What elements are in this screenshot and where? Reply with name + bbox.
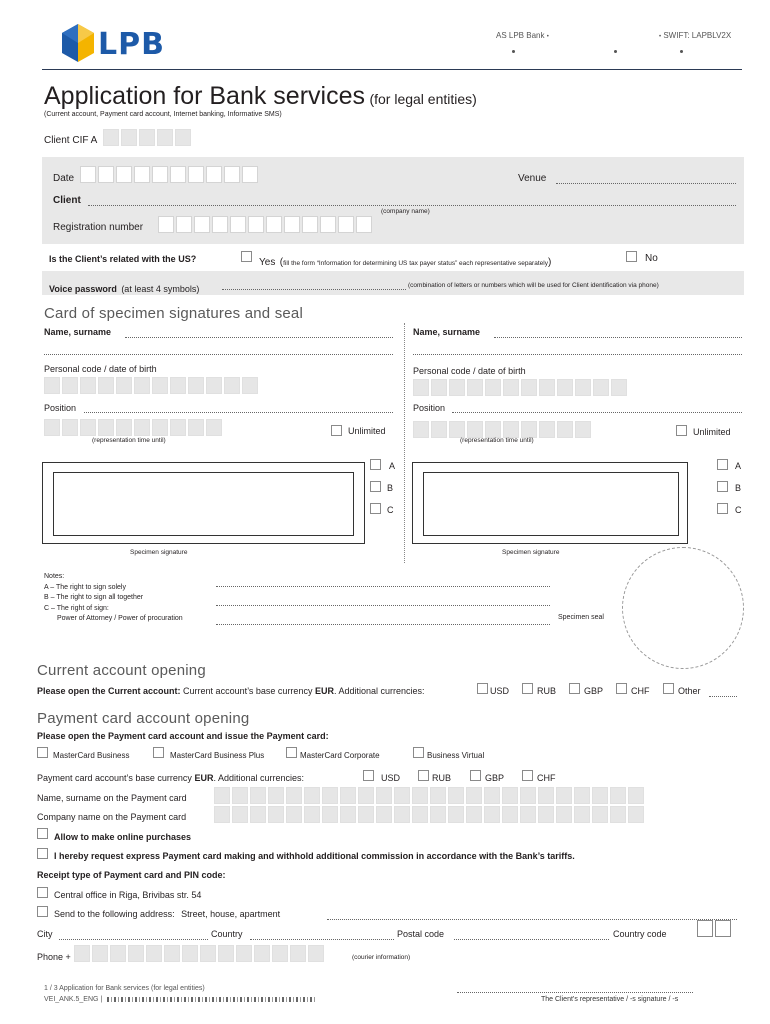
online-purchases-label: Allow to make online purchases (54, 832, 192, 842)
express-label: I hereby request express Payment card making and withhold additional commission in accordance with the Bank’s tariffs. (54, 851, 575, 861)
us-no-label: No (645, 253, 658, 264)
specimen-signature-label: Specimen signature (502, 549, 560, 556)
courier-info-hint: (courier information) (352, 954, 411, 961)
venue-label: Venue (518, 173, 547, 184)
pc-rub-checkbox[interactable] (418, 770, 429, 781)
header-dot (512, 50, 515, 53)
notes-line-1[interactable] (216, 586, 550, 587)
representation-cells-1[interactable] (44, 419, 222, 436)
ca-usd-checkbox[interactable] (477, 683, 488, 694)
representation-hint: (representation time until) (92, 437, 166, 444)
right-b-checkbox-2[interactable] (717, 481, 728, 492)
right-c-label: C (735, 505, 742, 515)
bank-name: AS LPB Bank • (496, 31, 549, 40)
registration-number-label: Registration number (53, 222, 144, 233)
name-on-card-label: Name, surname on the Payment card (37, 793, 187, 803)
pc-base-currency: Payment card account’s base currency EUR. Additional currencies: (37, 773, 305, 783)
unlimited-checkbox-2[interactable] (676, 425, 687, 436)
name-surname-label: Name, surname (413, 327, 481, 337)
country-code-cells[interactable] (697, 920, 731, 937)
company-on-card-cells[interactable] (214, 806, 644, 823)
right-a-label: A (735, 461, 742, 471)
client-signature-line[interactable] (457, 992, 693, 993)
venue-input[interactable] (556, 183, 736, 184)
footer-page-info: 1 / 3 Application for Bank services (for legal entities) (44, 985, 205, 992)
send-address-label: Send to the following address: Street, house, apartment (54, 909, 281, 919)
ca-other-label: Other (678, 686, 701, 696)
representation-hint: (representation time until) (460, 437, 534, 444)
online-purchases-checkbox[interactable] (37, 828, 48, 839)
client-signature-label: The Client’s representative / -s signature / -s (541, 996, 679, 1003)
specimen-signature-label: Specimen signature (130, 549, 188, 556)
central-office-checkbox[interactable] (37, 887, 48, 898)
address-input[interactable] (327, 919, 737, 920)
current-account-heading: Current account opening (37, 662, 206, 679)
card-mc-business-plus-label: MasterCard Business Plus (170, 751, 265, 760)
name-on-card-cells[interactable] (214, 787, 644, 804)
card-business-virtual-label: Business Virtual (427, 751, 485, 760)
client-cif-cells[interactable] (103, 129, 191, 146)
ca-other-input[interactable] (709, 696, 737, 697)
signatures-divider (404, 323, 405, 563)
header-dot (680, 50, 683, 53)
ca-rub-checkbox[interactable] (522, 683, 533, 694)
unlimited-label: Unlimited (693, 427, 731, 437)
pc-chf-checkbox[interactable] (522, 770, 533, 781)
personal-code-label: Personal code / date of birth (413, 366, 526, 376)
position-label: Position (413, 403, 446, 413)
personal-code-cells-1[interactable] (44, 377, 258, 394)
seal-circle[interactable] (622, 547, 744, 669)
card-mc-business-label: MasterCard Business (53, 751, 130, 760)
country-code-label: Country code (613, 929, 667, 939)
name-surname-input-2b[interactable] (413, 354, 742, 355)
us-yes-option: Yes (fill the form “Information for determining US tax payer status” each representative separately) (259, 257, 552, 268)
registration-number-cells[interactable] (158, 216, 372, 233)
logo (62, 24, 192, 62)
ca-other-checkbox[interactable] (663, 683, 674, 694)
pc-gbp-checkbox[interactable] (470, 770, 481, 781)
payment-card-heading: Payment card account opening (37, 710, 250, 727)
name-surname-input-1b[interactable] (44, 354, 393, 355)
us-question: Is the Client’s related with the US? (49, 254, 197, 264)
logo-mark-icon (62, 24, 98, 62)
city-label: City (37, 929, 53, 939)
ca-gbp-label: GBP (584, 686, 604, 696)
notes-line-3[interactable] (216, 624, 550, 625)
phone-cells[interactable] (74, 945, 324, 962)
unlimited-checkbox-1[interactable] (331, 425, 342, 436)
right-c-checkbox-2[interactable] (717, 503, 728, 514)
ca-rub-label: RUB (537, 686, 557, 696)
pc-usd-label: USD (381, 773, 401, 783)
right-b-checkbox-1[interactable] (370, 481, 381, 492)
ca-usd-label: USD (490, 686, 510, 696)
header-dot (614, 50, 617, 53)
phone-label: Phone + (37, 952, 71, 962)
voice-password-note: (combination of letters or numbers which will be used for Client identification via phone) (408, 282, 659, 289)
swift-code: • SWIFT: LAPBLV2X (659, 31, 732, 40)
send-address-checkbox[interactable] (37, 906, 48, 917)
payment-card-request: Please open the Payment card account and issue the Payment card: (37, 731, 329, 741)
personal-code-cells-2[interactable] (413, 379, 627, 396)
company-on-card-label: Company name on the Payment card (37, 812, 187, 822)
right-b-label: B (735, 483, 742, 493)
right-a-label: A (389, 461, 396, 471)
card-mc-business-plus-checkbox[interactable] (153, 747, 164, 758)
name-surname-input-1[interactable] (125, 337, 393, 338)
personal-code-label: Personal code / date of birth (44, 364, 157, 374)
ca-gbp-checkbox[interactable] (569, 683, 580, 694)
position-label: Position (44, 403, 77, 413)
date-label: Date (53, 173, 75, 184)
position-input-2[interactable] (452, 412, 742, 413)
name-surname-label: Name, surname (44, 327, 112, 337)
unlimited-label: Unlimited (348, 426, 386, 436)
representation-cells-2[interactable] (413, 421, 591, 438)
card-mc-business-checkbox[interactable] (37, 747, 48, 758)
right-c-label: C (387, 505, 394, 515)
right-b-label: B (387, 483, 394, 493)
us-no-checkbox[interactable] (626, 251, 637, 262)
postal-code-input[interactable] (454, 939, 609, 940)
notes: Notes: A – The right to sign solely B – The right to sign all together C – The right of sign: Power of Attorney / Power of procuration (44, 573, 183, 622)
us-yes-checkbox[interactable] (241, 251, 252, 262)
pc-gbp-label: GBP (485, 773, 505, 783)
country-input[interactable] (250, 939, 394, 940)
footer-form-code: VEI_ANK.5_ENG | (44, 996, 317, 1003)
logo-text: LPB (98, 27, 165, 62)
central-office-label: Central office in Riga, Brivibas str. 54 (54, 890, 202, 900)
right-a-checkbox-1[interactable] (370, 459, 381, 470)
position-input-1[interactable] (84, 412, 393, 413)
right-c-checkbox-1[interactable] (370, 503, 381, 514)
client-input[interactable] (88, 205, 736, 206)
card-business-virtual-checkbox[interactable] (413, 747, 424, 758)
card-mc-corporate-label: MasterCard Corporate (300, 751, 380, 760)
name-surname-input-2[interactable] (494, 337, 742, 338)
current-account-request: Please open the Current account: Current account’s base currency EUR. Additional currencies: (37, 686, 425, 696)
client-cif-label: Client CIF A (44, 135, 98, 146)
pc-usd-checkbox[interactable] (363, 770, 374, 781)
postal-code-label: Postal code (397, 929, 445, 939)
card-mc-corporate-checkbox[interactable] (286, 747, 297, 758)
voice-password-label: Voice password (at least 4 symbols) (49, 284, 200, 294)
client-label: Client (53, 195, 81, 206)
ca-chf-checkbox[interactable] (616, 683, 627, 694)
ca-chf-label: CHF (631, 686, 650, 696)
page-title: Application for Bank services (for legal entities) (44, 82, 477, 110)
express-checkbox[interactable] (37, 848, 48, 859)
specimen-seal-label: Specimen seal (558, 614, 604, 621)
voice-password-input[interactable] (222, 289, 406, 290)
signature-box-1[interactable] (42, 462, 365, 544)
notes-line-2[interactable] (216, 605, 550, 606)
services-subtitle: (Current account, Payment card account, Internet banking, Informative SMS) (44, 111, 282, 118)
header-rule (42, 69, 742, 70)
company-name-hint: (company name) (381, 208, 430, 215)
receipt-heading: Receipt type of Payment card and PIN code: (37, 870, 226, 880)
signatures-heading: Card of specimen signatures and seal (44, 305, 304, 322)
pc-rub-label: RUB (432, 773, 452, 783)
signature-box-2[interactable] (412, 462, 688, 544)
date-cells[interactable] (80, 166, 258, 183)
city-input[interactable] (59, 939, 208, 940)
footer-barcode-strip (107, 997, 317, 1002)
country-label: Country (211, 929, 243, 939)
pc-chf-label: CHF (537, 773, 556, 783)
right-a-checkbox-2[interactable] (717, 459, 728, 470)
